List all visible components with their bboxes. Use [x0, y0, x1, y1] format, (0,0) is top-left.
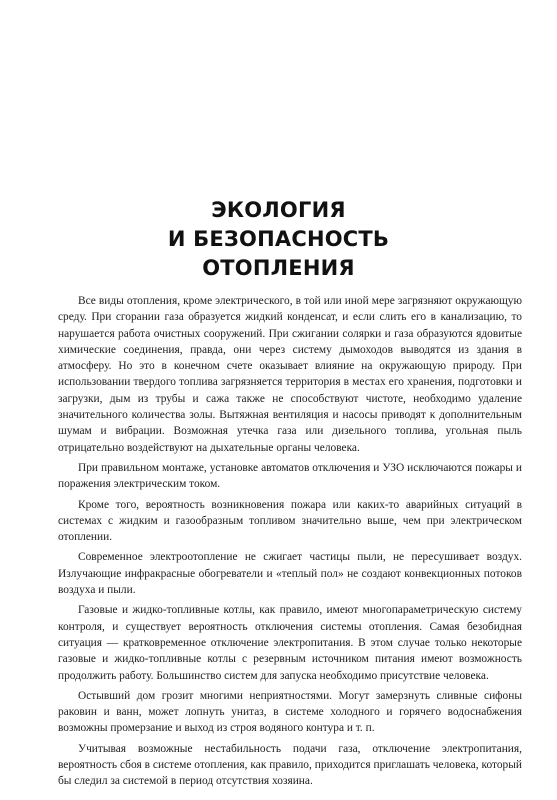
paragraph-boiler-control: Газовые и жидко-топливные котлы, как правило, имеют многопараметрическую систему контроля, и существует вероятность отключения системы отопления. Самая безобидная ситуация — кратковременное отключение электропитания. В этом случае только некоторые газовые и жидко-топливные котлы с резервным источником питания имеют возможность продолжить работу. Большинство систем для запуска необходимо присутствие человека.	[58, 604, 522, 682]
paragraph-fire-risk: Кроме того, вероятность возникновения пожара или каких-то аварийных ситуаций в системах с жидким и газообразным топливом значительно выше, чем при электрическом отоплении.	[58, 498, 522, 544]
paragraph-supervision: Учитывая возможные нестабильность подачи газа, отключение электропитания, вероятность сбоя в системе отопления, как правило, приходится приглашать человека, который бы следил за системой в период отсутствия хозяина.	[58, 742, 522, 788]
paragraph-electrical-safety: При правильном монтаже, установке автоматов отключения и УЗО исключаются пожары и поражения электрическим током.	[58, 461, 522, 491]
chapter-title-line-3: ОТОПЛЕНИЯ	[202, 256, 355, 281]
chapter-title-line-2: И БЕЗОПАСНОСТЬ	[167, 227, 390, 252]
chapter-title-line-1: ЭКОЛОГИЯ	[211, 198, 346, 223]
body-text	[58, 293, 522, 794]
paragraph-modern-heating: Современное электроотопление не сжигает частицы пыли, не пересушивает воздух. Излучающие инфракрасные обогреватели и «теплый пол» не создают конвекционных потоков воздуха и пыли.	[58, 551, 522, 597]
paragraph-cold-house: Остывший дом грозит многими неприятностями. Могут замерзнуть сливные сифоны раковин и ванн, может лопнуть унитаз, в системе холодного и горячего водоснабжения возможны промерзание и выход из строя водяного контура и т. п.	[58, 689, 522, 735]
paragraph-environmental-impact: Все виды отопления, кроме электрического, в той или иной мере загрязняют окружающую среду. При сгорании газа образуется жидкий конденсат, и если слить его в канализацию, то нарушается работа очистных сооружений. При сжигании солярки и газа образуются ядовитые химические соединения, правда, они через систему дымоходов выводятся из здания в атмосферу. Но это в конечном счете оказывает влияние на окружающую природу. При использовании твердого топлива загрязняется территория в местах его хранения, подготовки и загрузки, дым из трубы и сажа также не способствуют чистоте, необходимо удаление значительного количества золы. Вытяжная вентиляция и насосы приводят к дополнительным шумам и вибрации. Возможная утечка газа или дизельного топлива, угольная пыль отрицательно воздействуют на дыхательные органы человека.	[58, 295, 522, 454]
chapter-title	[0, 196, 557, 283]
